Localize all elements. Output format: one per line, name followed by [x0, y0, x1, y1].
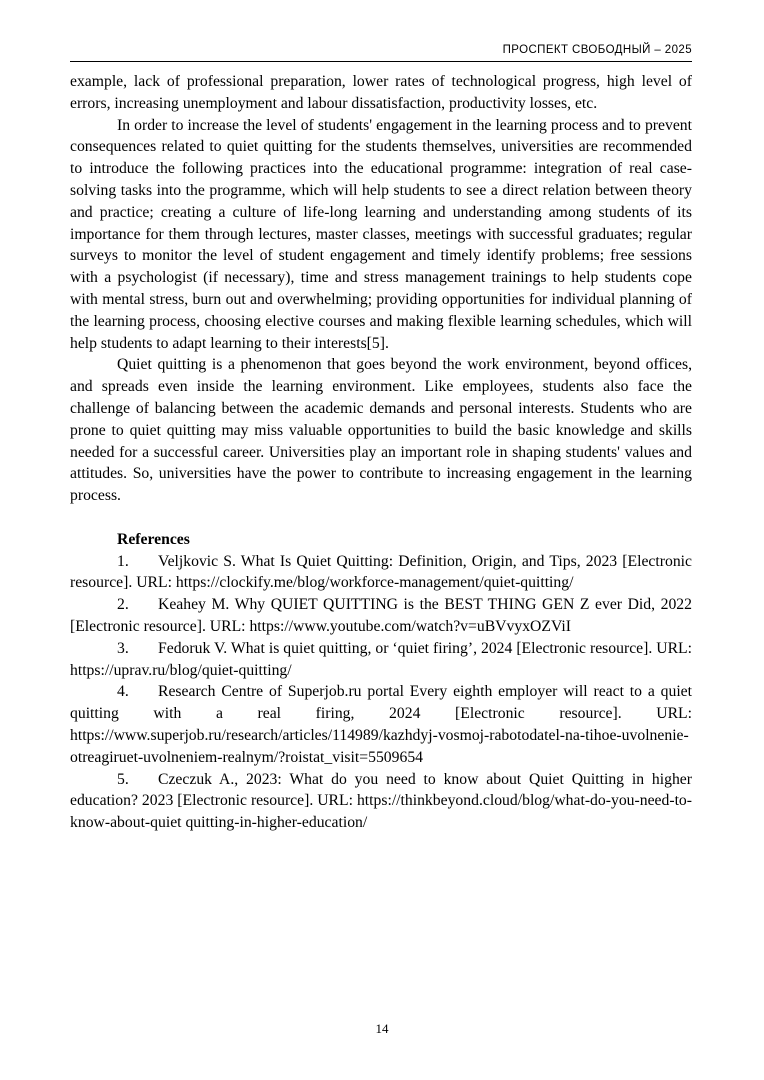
reference-number: 1. [117, 552, 129, 570]
reference-text: Veljkovic S. What Is Quiet Quitting: Definition, Origin, and Tips, 2023 [Electronic resource]. URL: https://clockify.me/blog/workforce-management/quiet-quitting/ [70, 552, 692, 592]
reference-text: Fedoruk V. What is quiet quitting, or ‘quiet firing’, 2024 [Electronic resource]. URL: https://uprav.ru/blog/quiet-quitting/ [70, 639, 692, 679]
reference-item [70, 551, 692, 595]
reference-number: 4. [117, 683, 129, 701]
page-header [70, 44, 692, 62]
page-number: 14 [375, 1021, 389, 1036]
reference-text: Research Centre of Superjob.ru portal Every eighth employer will react to a quiet quitting with a real firing, 2024 [Electronic resource]. URL: https://www.superjob.ru/research/articles/114989/kazhdyj-vosmoj-rabotodatel-na-tihoe-uvolnenie-otreagiruet-uvolneniem-realnym/?roistat_visit=5509654 [70, 683, 692, 766]
reference-item [70, 638, 692, 682]
running-header-title: ПРОСПЕКТ СВОБОДНЫЙ – 2025 [502, 44, 692, 56]
reference-number: 3. [117, 639, 129, 657]
paragraph-conclusion: Quiet quitting is a phenomenon that goes beyond the work environment, beyond offices, and spreads even inside the learning environment. Like employees, students also face the challenge of balancing between the academic demands and personal interests. Students who are prone to quiet quitting may miss valuable opportunities to build the basic knowledge and skills needed for a successful career. Universities play an important role in shaping students' values and attitudes. So, universities have the power to contribute to increasing engagement in the learning process. [70, 356, 692, 505]
references-heading: References [117, 530, 190, 548]
reference-number: 5. [117, 770, 129, 788]
reference-text: Czeczuk A., 2023: What do you need to know about Quiet Quitting in higher education? 2023 [Electronic resource]. URL: https://thinkbeyond.cloud/blog/what-do-you-need-to-know-about-quiet quitting-in-higher-education/ [70, 770, 692, 832]
document-body [70, 71, 692, 834]
reference-item [70, 769, 692, 834]
reference-item [70, 681, 692, 768]
reference-item [70, 594, 692, 638]
reference-number: 2. [117, 596, 129, 614]
paragraph-recommendations: In order to increase the level of students' engagement in the learning process and to prevent consequences related to quiet quitting for the students themselves, universities are recommended to introduce the following practices into the educational programme: integration of real case-solving tasks into the programme, which will help students to see a direct relation between theory and practice; creating a culture of life-long learning and understanding among students of its importance for them through lectures, master classes, meetings with successful graduates; regular surveys to monitor the level of student engagement and timely identify problems; free sessions with a psychologist (if necessary), time and stress management trainings to help students cope with mental stress, burn out and overwhelming; providing opportunities for individual planning of the learning process, choosing elective courses and making flexible learning schedules, which will help students to adapt learning to their interests[5]. [70, 116, 692, 352]
reference-text: Keahey M. Why QUIET QUITTING is the BEST THING GEN Z ever Did, 2022 [Electronic resource]. URL: https://www.youtube.com/watch?v=uBVvyxOZViI [70, 596, 692, 635]
paragraph-continuation: example, lack of professional preparation, lower rates of technological progress, high level of errors, increasing unemployment and labour dissatisfaction, productivity losses, etc. [70, 73, 692, 112]
